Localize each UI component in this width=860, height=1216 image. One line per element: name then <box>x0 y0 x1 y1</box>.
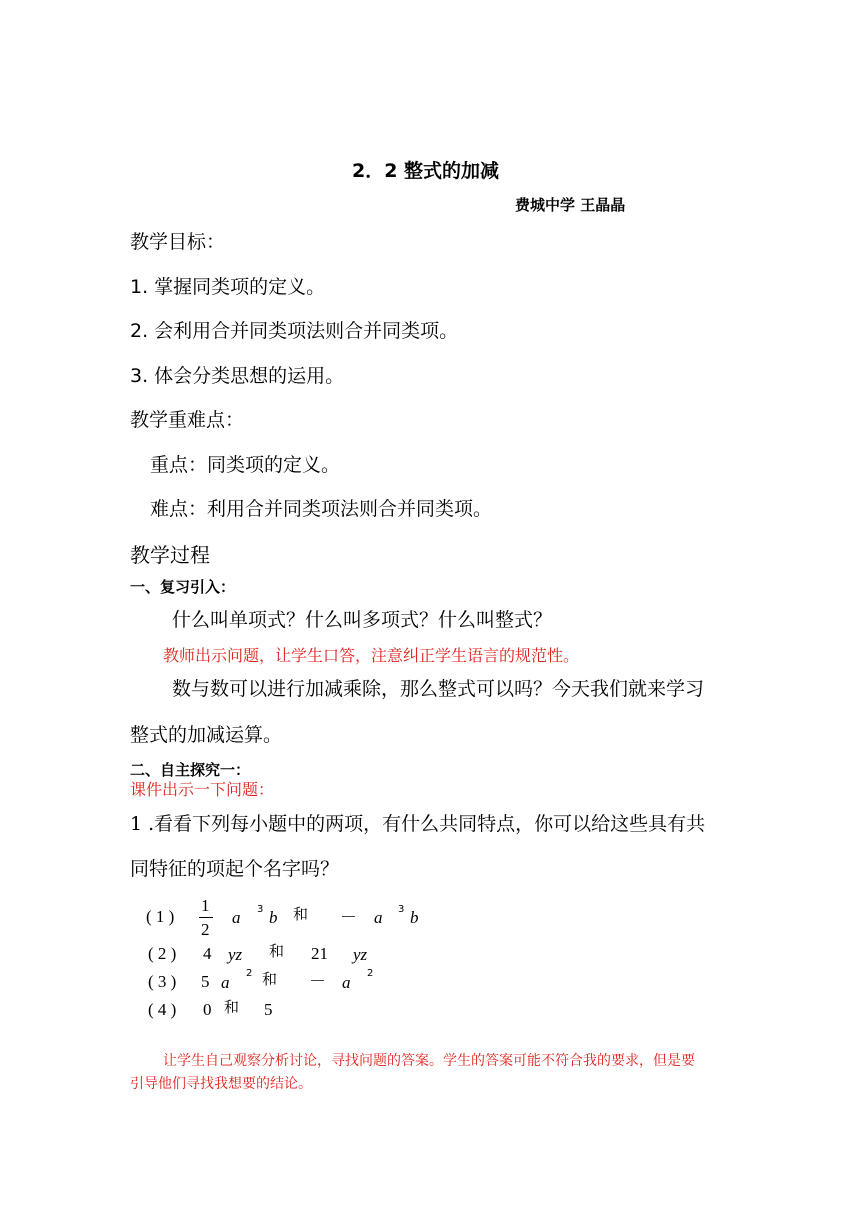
coefficient: 0 <box>203 1000 212 1019</box>
variable: a <box>342 973 351 992</box>
objective-item: 2. 会利用合并同类项法则合并同类项。 <box>130 320 459 342</box>
variable: yz <box>353 945 368 964</box>
item-label: ( 1 ) <box>146 907 175 926</box>
exponent: 3 <box>398 904 405 915</box>
fraction-numerator: 1 <box>201 896 210 915</box>
courseware-note: 课件出示一下问题： <box>130 780 275 799</box>
objectives-heading: 教学目标： <box>130 231 226 253</box>
variable: b <box>410 908 419 927</box>
variable: a <box>221 973 230 992</box>
minus-sign: － <box>340 908 357 927</box>
keypoints-heading: 教学重难点： <box>130 409 245 431</box>
difficulty-text: 难点：利用合并同类项法则合并同类项。 <box>150 498 493 520</box>
coefficient: 5 <box>264 1000 273 1019</box>
fraction-denominator: 2 <box>201 920 210 939</box>
exponent: 3 <box>257 904 264 915</box>
section2-heading: 二、自主探究一： <box>130 761 251 779</box>
keypoint-text: 重点：同类项的定义。 <box>150 454 341 476</box>
objective-item: 1. 掌握同类项的定义。 <box>130 276 326 298</box>
coefficient: 4 <box>203 944 212 963</box>
review-question: 什么叫单项式？什么叫多项式？什么叫整式？ <box>172 609 553 631</box>
objective-item: 3. 体会分类思想的运用。 <box>130 365 345 387</box>
minus-sign: － <box>309 972 326 991</box>
exponent: 2 <box>246 968 253 979</box>
page-title: 2．2 整式的加减 <box>352 160 500 182</box>
process-heading: 教学过程 <box>130 543 210 567</box>
and-word: 和 <box>293 905 309 923</box>
fraction-bar <box>199 917 213 918</box>
item-label: ( 4 ) <box>148 1000 177 1019</box>
item-label: ( 3 ) <box>148 972 177 991</box>
question-line2: 同特征的项起个名字吗？ <box>130 858 340 880</box>
discussion-note-line2: 引导他们寻找我想要的结论。 <box>130 1076 312 1092</box>
variable: a <box>232 908 241 927</box>
author-line: 费城中学 王晶晶 <box>515 196 626 214</box>
section1-heading: 一、复习引入： <box>130 578 236 596</box>
and-word: 和 <box>224 998 240 1016</box>
intro-paragraph-line1: 数与数可以进行加减乘除，那么整式可以吗？今天我们就来学习 <box>172 678 705 700</box>
and-word: 和 <box>269 942 285 960</box>
and-word: 和 <box>262 970 278 988</box>
discussion-note-line1: 让学生自己观察分析讨论，寻找问题的答案。学生的答案可能不符合我的要求，但是要 <box>163 1053 695 1069</box>
variable: yz <box>228 945 243 964</box>
question-line1: 1 .看看下列每小题中的两项，有什么共同特点，你可以给这些具有共 <box>130 813 706 835</box>
item-label: ( 2 ) <box>148 944 177 963</box>
variable: b <box>269 908 278 927</box>
variable: a <box>374 908 383 927</box>
coefficient: 21 <box>311 944 328 963</box>
teacher-note: 教师出示问题，让学生口答，注意纠正学生语言的规范性。 <box>163 646 580 665</box>
coefficient: 5 <box>201 972 210 991</box>
exponent: 2 <box>367 968 374 979</box>
intro-paragraph-line2: 整式的加减运算。 <box>130 724 283 746</box>
